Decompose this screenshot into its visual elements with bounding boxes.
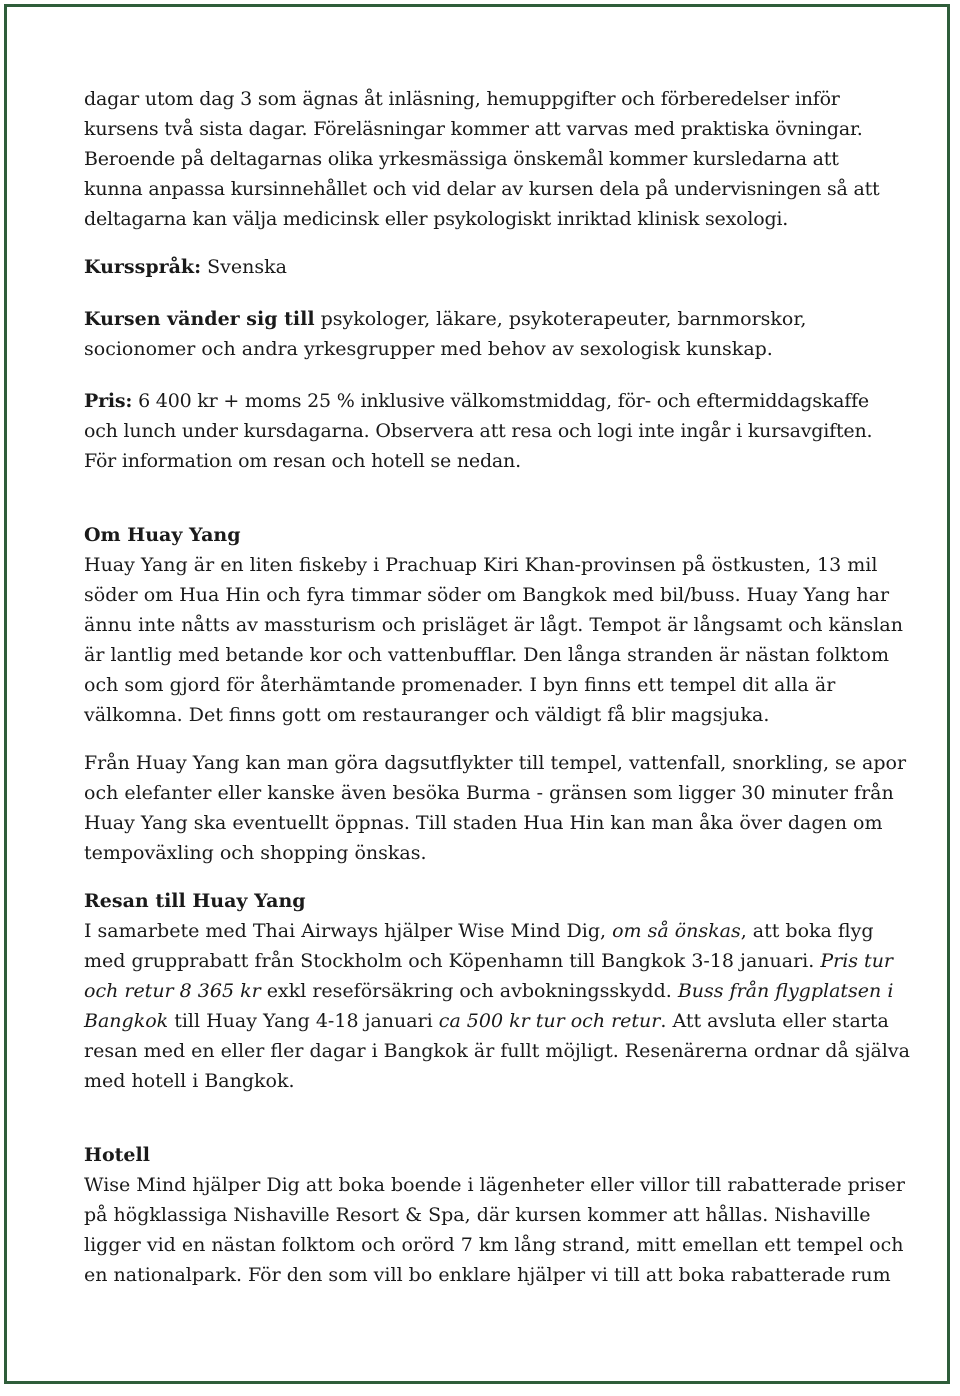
travel-text-italic: Pris tur bbox=[820, 950, 894, 972]
travel-text: , att boka flyg bbox=[740, 920, 874, 942]
travel-text: . Att avsluta eller starta bbox=[660, 1010, 889, 1032]
paragraph-line: söder om Hua Hin och fyra timmar söder om Bangkok med bil/buss. Huay Yang har bbox=[84, 584, 890, 606]
price-text: och lunch under kursdagarna. Observera att resa och logi inte ingår i kursavgiften. bbox=[84, 420, 873, 442]
paragraph-line: en nationalpark. För den som vill bo enklare hjälper vi till att boka rabatterade rum bbox=[84, 1264, 891, 1286]
excursions-paragraph bbox=[84, 748, 907, 868]
audience-paragraph bbox=[84, 304, 884, 364]
section-heading: Resan till Huay Yang bbox=[84, 890, 306, 912]
paragraph-line: välkomna. Det finns gott om restauranger och väldigt få blir magsjuka. bbox=[84, 704, 770, 726]
document-body bbox=[84, 84, 910, 1290]
travel-text-italic: om så önskas bbox=[612, 920, 741, 942]
course-language bbox=[84, 252, 884, 282]
intro-line: kunna anpassa kursinnehållet och vid delar av kursen dela på undervisningen så att bbox=[84, 178, 880, 200]
hotel-section bbox=[84, 1140, 906, 1290]
audience-label: Kursen vänder sig till bbox=[84, 308, 315, 330]
intro-line: deltagarna kan välja medicinsk eller psykologiskt inriktad klinisk sexologi. bbox=[84, 208, 789, 230]
travel-text-italic: ca 500 kr tur och retur bbox=[438, 1010, 661, 1032]
travel-text: resan med en eller fler dagar i Bangkok är fullt möjligt. Resenärerna ordnar då själva bbox=[84, 1040, 910, 1062]
travel-text-italic: och retur 8 365 kr bbox=[84, 980, 261, 1002]
travel-text: I samarbete med Thai Airways hjälper Wise Mind Dig, bbox=[84, 920, 613, 942]
course-language-label: Kursspråk: bbox=[84, 256, 202, 278]
travel-text-italic: Bangkok bbox=[84, 1010, 169, 1032]
travel-section bbox=[84, 886, 910, 1096]
intro-line: Beroende på deltagarnas olika yrkesmässiga önskemål kommer kursledarna att bbox=[84, 148, 839, 170]
audience-text: psykologer, läkare, psykoterapeuter, barnmorskor, bbox=[314, 308, 807, 330]
travel-text-italic: Buss från flygplatsen i bbox=[677, 980, 894, 1002]
audience-text: socionomer och andra yrkesgrupper med behov av sexologisk kunskap. bbox=[84, 338, 773, 360]
paragraph-line: Huay Yang ska eventuellt öppnas. Till staden Hua Hin kan man åka över dagen om bbox=[84, 812, 883, 834]
price-label: Pris: bbox=[84, 390, 133, 412]
section-heading: Om Huay Yang bbox=[84, 524, 241, 546]
price-text: 6 400 kr + moms 25 % inklusive välkomstmiddag, för- och eftermiddagskaffe bbox=[132, 390, 869, 412]
intro-line: dagar utom dag 3 som ägnas åt inläsning, hemuppgifter och förberedelser inför bbox=[84, 88, 840, 110]
section-heading: Hotell bbox=[84, 1144, 150, 1166]
price-text: För information om resan och hotell se nedan. bbox=[84, 450, 521, 472]
paragraph-line: Wise Mind hjälper Dig att boka boende i lägenheter eller villor till rabatterade priser bbox=[84, 1174, 906, 1196]
intro-paragraph bbox=[84, 84, 884, 234]
course-language-value: Svenska bbox=[201, 256, 287, 278]
paragraph-line: Huay Yang är en liten fiskeby i Prachuap Kiri Khan-provinsen på östkusten, 13 mil bbox=[84, 554, 878, 576]
paragraph-line: och som gjord för återhämtande promenader. I byn finns ett tempel dit alla är bbox=[84, 674, 836, 696]
travel-text: med hotell i Bangkok. bbox=[84, 1070, 295, 1092]
paragraph-line: på högklassiga Nishaville Resort & Spa, där kursen kommer att hållas. Nishaville bbox=[84, 1204, 871, 1226]
travel-text: exkl reseförsäkring och avbokningsskydd. bbox=[260, 980, 678, 1002]
paragraph-line: är lantlig med betande kor och vattenbufflar. Den långa stranden är nästan folktom bbox=[84, 644, 890, 666]
paragraph-line: ännu inte nåtts av massturism och prisläget är lågt. Tempot är långsamt och känslan bbox=[84, 614, 903, 636]
about-section bbox=[84, 520, 903, 730]
price-paragraph bbox=[84, 386, 884, 476]
paragraph-line: Från Huay Yang kan man göra dagsutflykter till tempel, vattenfall, snorkling, se apor bbox=[84, 752, 907, 774]
travel-text: med grupprabatt från Stockholm och Köpenhamn till Bangkok 3-18 januari. bbox=[84, 950, 821, 972]
paragraph-line: och elefanter eller kanske även besöka Burma - gränsen som ligger 30 minuter från bbox=[84, 782, 894, 804]
travel-text: till Huay Yang 4-18 januari bbox=[168, 1010, 439, 1032]
paragraph-line: tempoväxling och shopping önskas. bbox=[84, 842, 427, 864]
intro-line: kursens två sista dagar. Föreläsningar kommer att varvas med praktiska övningar. bbox=[84, 118, 863, 140]
paragraph-line: ligger vid en nästan folktom och orörd 7 km lång strand, mitt emellan ett tempel och bbox=[84, 1234, 904, 1256]
